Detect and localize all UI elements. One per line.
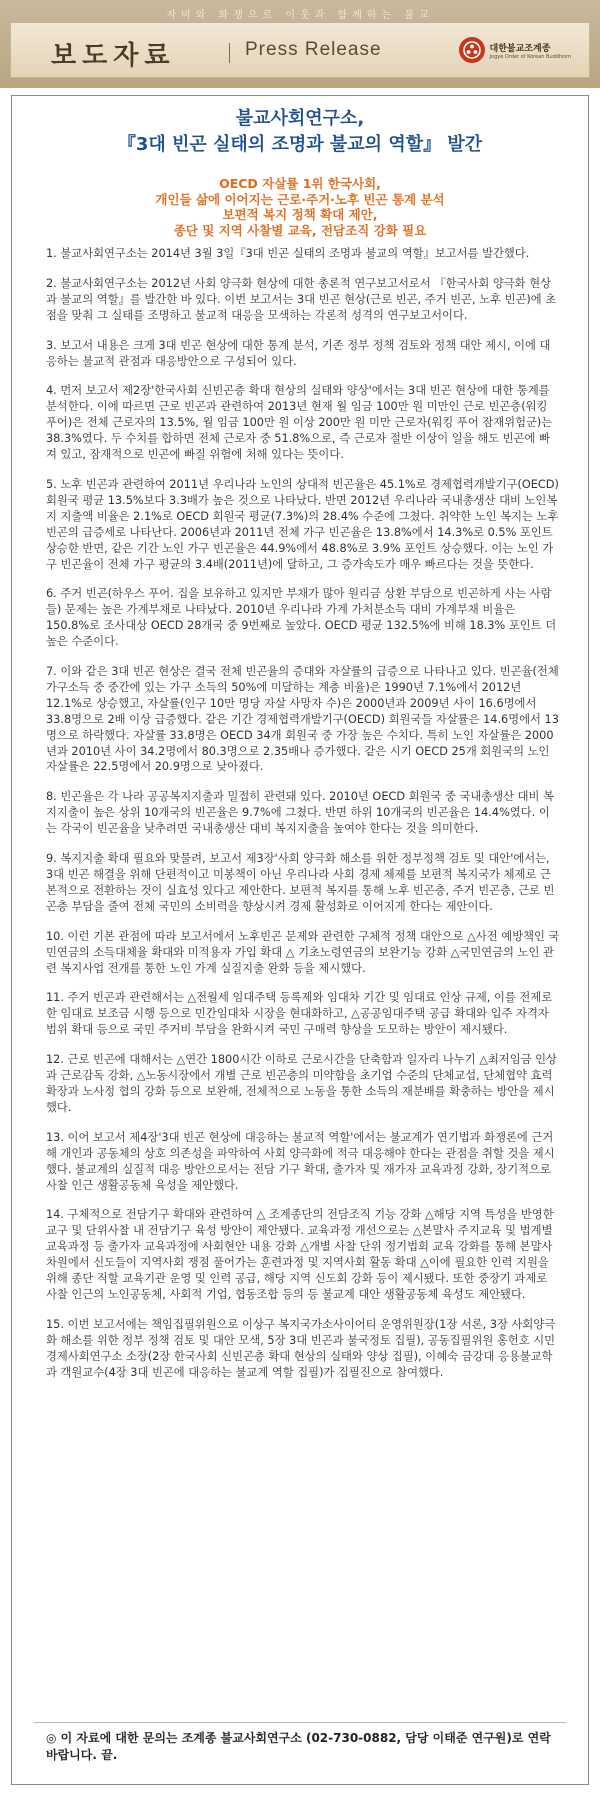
paragraph-10: 10. 이런 기본 관점에 따라 보고서에서 노후빈곤 문제와 관련한 구체적 정책 대안으로 △사전 예방책인 국민연금의 소득대체율 확대와 미적용자 가입 확대 △ 기초노령연금의 보완기능 강화 △국민연금의 노인 관련 복지사업 전개를 통한 노인 가계 실질지출 완화 등을 제시했다. (46, 929, 560, 975)
organization-logo (459, 37, 571, 63)
article-body (46, 246, 560, 1394)
headline-line-1: 불교사회연구소, (235, 108, 365, 129)
buddhist-wheel-icon (459, 37, 485, 63)
press-release-header (0, 0, 600, 88)
press-release-body (11, 95, 589, 1785)
press-release-title-ko: 보도자료 (51, 41, 176, 71)
paragraph-7: 7. 이와 같은 3대 빈곤 현상은 결국 전체 빈곤율의 증대와 자살률의 급증으로 나타나고 있다. 빈곤율(전체 가구소득 중 중간에 있는 가구 소득의 50%에 미달하는 계층 비율)은 1990년 7.1%에서 2012년 12.1%로 상승했고, 자살률(인구 10만 명당 자살 사망자 수)은 2000년과 2009년 사이 16.6명에서 33.8명으로 2배 이상 급증했다. 같은 기간 경제협력개발기구(OECD) 회원국들 자살률은 14.6명에서 13명으로 하락했다. 자살률 33.8명은 OECD 34개 회원국 중 가장 높은 수치다. 특히 노인 자살률은 2000년과 2010년 사이 34.2명에서 80.3명으로 2.35배나 증가했다. 같은 시기 OECD 25개 회원국의 노인 자살률은 22.5명에서 20.9명으로 낮아졌다. (46, 665, 559, 774)
header-band (10, 22, 590, 78)
paragraph-6: 6. 주거 빈곤(하우스 푸어. 집을 보유하고 있지만 부채가 많아 원리금 상환 부담으로 빈곤하게 사는 사람들) 문제는 높은 가계부채로 나타났다. 2010년 우리나라 가계 가처분소득 대비 가계부채 비율은 150.8%로 조사대상 OECD 28개국 중 9번째로 높았다. OECD 평균 132.5%에 비해 18.3% 포인트 더 높은 수준이다. (46, 587, 557, 649)
subheadline-line-1: OECD 자살률 1위 한국사회, (219, 176, 381, 191)
footer-divider (34, 1722, 566, 1723)
title-divider (229, 43, 230, 63)
paragraph-12: 12. 근로 빈곤에 대해서는 △연간 1800시간 이하로 근로시간을 단축함과 일자리 나누기 △최저임금 인상과 근로감독 강화, △노동시장에서 개별 근로 빈곤층의 미약함을 초기업 수준의 단체교섭, 단체협약 효력 확장과 노사정 협의 강화 등으로 보완해, 전체적으로 노동을 통한 소득의 재분배를 확충하는 방안을 제시했다. (46, 1053, 557, 1114)
contact-note: ◎ 이 자료에 대한 문의는 조계종 불교사회연구소 (02-730-0882, 담당 이태준 연구원)로 연락 바랍니다. 끝. (46, 1731, 551, 1762)
paragraph-11: 11. 주거 빈곤과 관련해서는 △전월세 임대주택 등록제와 임대차 기간 및 임대료 인상 규제, 이를 전제로 한 임대료 보조금 시행 등으로 민간임대차 시장을 현대화하고, △공공임대주택 공급 확대와 입주 자격자 범위 확대 등으로 국민 주거비 부담을 완화시켜 국민 구매력 향상을 도모하는 방안이 제시됐다. (46, 991, 553, 1037)
paragraph-8: 8. 빈곤율은 각 나라 공공복지지출과 밀접히 관련돼 있다. 2010년 OECD 회원국 중 국내총생산 대비 복지지출이 높은 상위 10개국의 빈곤율은 9.7%에 그쳤다. 반면 하위 10개국의 빈곤율은 14.4%였다. 이는 각국이 빈곤율을 낮추려면 국내총생산 대비 복지지출을 높여야 한다는 것을 의미한다. (46, 790, 554, 836)
org-name-ko: 대한불교조계종 (489, 43, 551, 54)
paragraph-9: 9. 복지지출 확대 필요와 맞물려, 보고서 제3장'사회 양극화 해소를 위한 정부정책 검토 및 대안'에서는, 3대 빈곤 해결을 위해 단편적이고 미봉책이 아닌 우리나라 사회 경제 체제를 보편적 복지국가 체제로 근본적으로 전환하는 것이 실효성 있다고 제안한다. 보편적 복지를 통해 노후 빈곤층, 주거 빈곤층, 근로 빈곤층 부담을 줄여 전체 국민의 소비력을 향상시켜 경제 활성화로 이어지게 한다는 제안이다. (46, 852, 555, 913)
headline (12, 106, 588, 158)
press-release-title-en: Press Release (245, 39, 382, 60)
paragraph-14: 14. 구체적으로 전담기구 확대와 관련하여 △ 조계종단의 전담조직 기능 강화 △해당 지역 특성을 반영한 교구 및 단위사찰 내 전담기구 육성 방안이 제안됐다. 교육과정 개선으로는 △본말사 주지교육 및 법계별 교육과정 등 출가자 교육과정에 사회현안 내용 강화 △개별 사찰 단위 정기법회 교육 강화를 통해 본말사 차원에서 신도들이 지역사회 쟁점 풀어가는 훈련과정 및 지역사회 활동 확대 △이에 필요한 인력 지원을 위해 종단 직할 교육기관 운영 및 인력 공급, 해당 지역 신도회 강화 등이 제시됐다. 또한 중장기 과제로 사찰 인근의 노인공동체, 사회적 기업, 협동조합 등의 등 불교계 대안 생활공동체 육성도 제안됐다. (46, 1208, 554, 1301)
paragraph-3: 3. 보고서 내용은 크게 3대 빈곤 현상에 대한 통계 분석, 기존 정부 정책 검토와 정책 대안 제시, 이에 대응하는 불교적 관점과 대응방안으로 구성되어 있다. (46, 338, 551, 368)
header-slogan: 자비와 화쟁으로 이웃과 함께하는 불교 (166, 10, 434, 21)
headline-line-2: 『3대 빈곤 실태의 조명과 불교의 역할』 발간 (117, 134, 483, 155)
paragraph-4: 4. 먼저 보고서 제2장'한국사회 신빈곤층 확대 현상의 실태와 양상'에서는 3대 빈곤 현상에 대한 통계를 분석한다. 이에 따르면 근로 빈곤과 관련하여 2013년 현재 월 임금 100만 원 미만인 근로 빈곤층(워킹 푸어)은 전체 근로자의 13.5%, 월 임금 100만 원 이상 200만 원 미만 근로자(워킹 푸어 잠재위험군)는 38.3%였다. 두 수치를 합하면 전체 근로자 중 51.8%으로, 즉 근로자 절반 이상이 일을 해도 빈곤에 빠져 있고, 잠재적으로 빈곤에 빠질 위험에 처해 있다는 뜻이다. (46, 384, 553, 462)
paragraph-5: 5. 노후 빈곤과 관련하여 2011년 우리나라 노인의 상대적 빈곤율은 45.1%로 경제협력개발기구(OECD) 회원국 평균 13.5%보다 3.3배가 높은 것으로 나타났다. 반면 2012년 우리나라 국내총생산 대비 노인복지 지출액 비율은 2.1%로 OECD 회원국 평균(7.3%)의 28.4% 수준에 그쳤다. 취약한 노인 복지는 노후 빈곤의 급증세로 나타난다. 2006년과 2011년 전체 가구 빈곤율은 13.8%에서 14.3%로 0.5% 포인트 상승한 반면, 같은 기간 노인 가구 빈곤율은 44.9%에서 48.8%로 3.9% 포인트 상승했다. 이는 노인 가구 빈곤율이 전체 가구 평균의 3.4배(2011년)에 달하고, 그 증가속도가 매우 빠르다는 것을 뜻한다. (46, 477, 559, 571)
paragraph-1: 1. 불교사회연구소는 2014년 3월 3일『3대 빈곤 실태의 조명과 불교의 역할』보고서를 발간했다. (46, 247, 530, 260)
paragraph-13: 13. 이어 보고서 제4장'3대 빈곤 현상에 대응하는 불교적 역할'에서는 불교계가 연기법과 화쟁론에 근거해 개인과 공동체의 상호 의존성을 파악하여 사회 양극화에 적극 대응해야 한다는 관점을 취할 것을 제시했다. 불교계의 실질적 대응 방안으로서는 전담 기구 확대, 출가자 및 재가자 교육과정 강화, 장기적으로 사찰 인근 생활공동체 육성을 제안했다. (46, 1130, 555, 1192)
org-name-en: Jogye Order of Korean Buddhism (489, 53, 571, 60)
paragraph-15: 15. 이번 보고서에는 책임집필위원으로 이상구 복지국가소사이어티 운영위원장(1장 서론, 3장 사회양극화 해소를 위한 정부 정책 검토 및 대안 모색, 5장 3대 빈곤과 불국정토 집필), 공동집필위원 홍헌호 시민경제사회연구소 소장(2장 한국사회 신빈곤층 확대 현상의 실태와 양상 집필), 이혜숙 금강대 응용불교학과 객원교수(4장 3대 빈곤에 대응하는 불교계 역할 집필)가 집필진으로 참여했다. (46, 1317, 556, 1379)
subheadline-line-2: 개인들 삶에 이어지는 근로·주거·노후 빈곤 통계 분석 (155, 191, 445, 207)
subheadline-line-3: 보편적 복지 정책 확대 제안, (222, 207, 378, 222)
subheadline (12, 176, 588, 238)
subheadline-line-4: 종단 및 지역 사찰별 교육, 전담조직 강화 필요 (173, 222, 427, 238)
paragraph-2: 2. 불교사회연구소는 2012년 사회 양극화 현상에 대한 총론적 연구보고서로서 『한국사회 양극화 현상과 불교의 역할』를 발간한 바 있다. 이번 보고서는 3대 빈곤 현상(근로 빈곤, 주거 빈곤, 노후 빈곤)에 초점을 맞춰 그 실태를 조명하고 불교적 대응을 모색하는 각론적 성격의 연구보고서이다. (46, 276, 557, 322)
